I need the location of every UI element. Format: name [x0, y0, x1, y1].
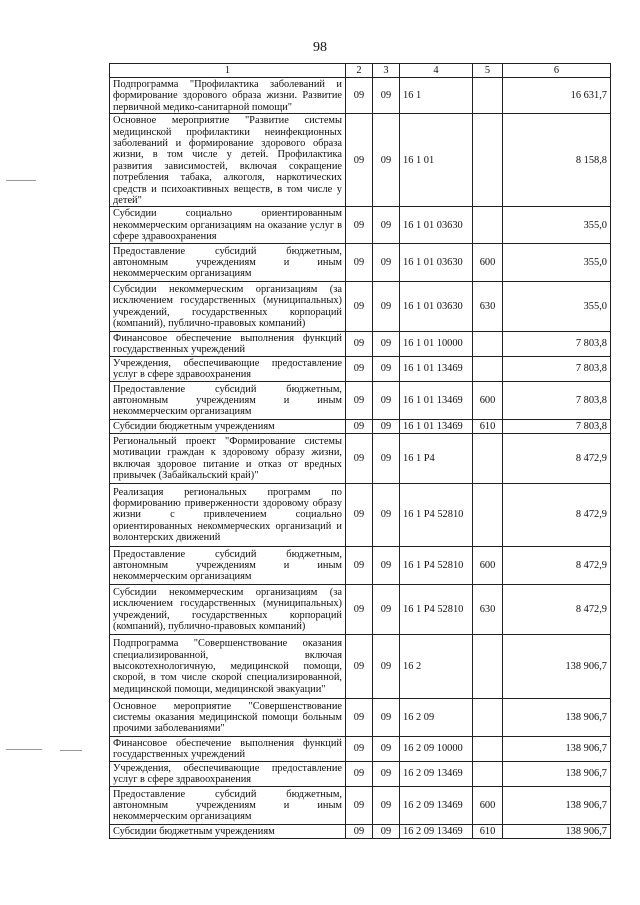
row-subsection-code: 09 [373, 281, 400, 331]
table-row [110, 634, 611, 698]
table-row [110, 114, 611, 207]
table-row [110, 419, 611, 433]
column-header: 2 [346, 64, 373, 78]
row-section-code: 09 [346, 281, 373, 331]
row-subsection-code: 09 [373, 824, 400, 838]
table-header-row [110, 64, 611, 78]
row-target-article-code: 16 1 P4 52810 [400, 483, 473, 546]
column-header: 1 [110, 64, 346, 78]
table-row [110, 281, 611, 331]
column-header: 4 [400, 64, 473, 78]
row-target-article-code: 16 1 01 03630 [400, 281, 473, 331]
row-description: Субсидии некоммерческим организациям (за исключением государственных (муниципальных) учреждений, государственных корпораций (компаний), публично-правовых компаний) [110, 584, 346, 634]
row-subsection-code: 09 [373, 331, 400, 356]
row-expense-type-code [473, 78, 503, 114]
row-subsection-code: 09 [373, 584, 400, 634]
row-subsection-code: 09 [373, 356, 400, 381]
row-section-code: 09 [346, 786, 373, 824]
row-section-code: 09 [346, 483, 373, 546]
row-amount: 7 803,8 [503, 381, 611, 419]
row-subsection-code: 09 [373, 207, 400, 243]
row-section-code: 09 [346, 114, 373, 207]
row-description: Финансовое обеспечение выполнения функций государственных учреждений [110, 736, 346, 761]
row-amount: 8 472,9 [503, 433, 611, 483]
row-section-code: 09 [346, 331, 373, 356]
row-subsection-code: 09 [373, 78, 400, 114]
row-expense-type-code: 600 [473, 546, 503, 584]
row-expense-type-code [473, 698, 503, 736]
row-expense-type-code [473, 331, 503, 356]
row-section-code: 09 [346, 546, 373, 584]
row-description: Основное мероприятие "Совершенствование системы оказания медицинской помощи больным прочими заболеваниями" [110, 698, 346, 736]
row-amount: 138 906,7 [503, 698, 611, 736]
row-subsection-code: 09 [373, 483, 400, 546]
row-section-code: 09 [346, 634, 373, 698]
row-expense-type-code [473, 356, 503, 381]
row-amount: 138 906,7 [503, 736, 611, 761]
row-subsection-code: 09 [373, 243, 400, 281]
row-description: Субсидии бюджетным учреждениям [110, 419, 346, 433]
table-row [110, 584, 611, 634]
row-section-code: 09 [346, 584, 373, 634]
row-target-article-code: 16 2 [400, 634, 473, 698]
row-expense-type-code [473, 114, 503, 207]
row-target-article-code: 16 1 [400, 78, 473, 114]
row-expense-type-code [473, 736, 503, 761]
row-target-article-code: 16 1 01 03630 [400, 243, 473, 281]
row-expense-type-code [473, 483, 503, 546]
row-description: Финансовое обеспечение выполнения функций государственных учреждений [110, 331, 346, 356]
row-target-article-code: 16 1 P4 52810 [400, 546, 473, 584]
column-header: 5 [473, 64, 503, 78]
scan-mark [6, 180, 36, 181]
row-target-article-code: 16 1 01 13469 [400, 419, 473, 433]
row-expense-type-code: 600 [473, 243, 503, 281]
row-description: Предоставление субсидий бюджетным, автономным учреждениям и иным некоммерческим организациям [110, 546, 346, 584]
row-description: Субсидии социально ориентированным некоммерческим организациям на оказание услуг в сфере здравоохранения [110, 207, 346, 243]
row-subsection-code: 09 [373, 634, 400, 698]
table-row [110, 761, 611, 786]
table-row [110, 698, 611, 736]
row-expense-type-code [473, 207, 503, 243]
table-row [110, 381, 611, 419]
scan-mark [6, 749, 42, 750]
row-amount: 355,0 [503, 281, 611, 331]
row-expense-type-code: 610 [473, 419, 503, 433]
row-subsection-code: 09 [373, 698, 400, 736]
row-amount: 138 906,7 [503, 824, 611, 838]
row-target-article-code: 16 2 09 [400, 698, 473, 736]
row-description: Субсидии бюджетным учреждениям [110, 824, 346, 838]
row-section-code: 09 [346, 736, 373, 761]
table-row [110, 786, 611, 824]
row-description: Подпрограмма "Профилактика заболеваний и формирование здорового образа жизни. Развитие первичной медико-санитарной помощи" [110, 78, 346, 114]
table-row [110, 78, 611, 114]
row-subsection-code: 09 [373, 381, 400, 419]
row-section-code: 09 [346, 243, 373, 281]
row-section-code: 09 [346, 381, 373, 419]
row-target-article-code: 16 2 09 10000 [400, 736, 473, 761]
row-amount: 16 631,7 [503, 78, 611, 114]
row-target-article-code: 16 1 01 13469 [400, 381, 473, 419]
table-row [110, 546, 611, 584]
row-description: Предоставление субсидий бюджетным, автономным учреждениям и иным некоммерческим организациям [110, 381, 346, 419]
row-section-code: 09 [346, 433, 373, 483]
table-row [110, 331, 611, 356]
budget-table [109, 63, 611, 839]
row-description: Реализация региональных программ по формированию приверженности здоровому образу жизни с привлечением социально ориентированных некоммерческих организаций и волонтерских движений [110, 483, 346, 546]
column-header: 6 [503, 64, 611, 78]
row-expense-type-code: 610 [473, 824, 503, 838]
row-section-code: 09 [346, 419, 373, 433]
row-subsection-code: 09 [373, 761, 400, 786]
row-target-article-code: 16 1 01 [400, 114, 473, 207]
row-target-article-code: 16 1 P4 52810 [400, 584, 473, 634]
table-row [110, 207, 611, 243]
table-row [110, 483, 611, 546]
row-subsection-code: 09 [373, 114, 400, 207]
row-expense-type-code [473, 433, 503, 483]
row-description: Учреждения, обеспечивающие предоставление услуг в сфере здравоохранения [110, 356, 346, 381]
table-row [110, 736, 611, 761]
row-target-article-code: 16 1 01 03630 [400, 207, 473, 243]
row-expense-type-code [473, 634, 503, 698]
row-subsection-code: 09 [373, 419, 400, 433]
row-section-code: 09 [346, 207, 373, 243]
row-amount: 7 803,8 [503, 419, 611, 433]
row-section-code: 09 [346, 356, 373, 381]
scan-mark [60, 750, 82, 751]
row-description: Предоставление субсидий бюджетным, автономным учреждениям и иным некоммерческим организациям [110, 786, 346, 824]
row-expense-type-code: 630 [473, 584, 503, 634]
row-section-code: 09 [346, 824, 373, 838]
row-subsection-code: 09 [373, 433, 400, 483]
row-amount: 138 906,7 [503, 761, 611, 786]
row-target-article-code: 16 1 01 13469 [400, 356, 473, 381]
row-amount: 355,0 [503, 207, 611, 243]
table-row [110, 356, 611, 381]
row-description: Учреждения, обеспечивающие предоставление услуг в сфере здравоохранения [110, 761, 346, 786]
row-amount: 8 472,9 [503, 546, 611, 584]
page-number: 98 [313, 40, 327, 55]
row-amount: 8 472,9 [503, 483, 611, 546]
row-subsection-code: 09 [373, 786, 400, 824]
row-target-article-code: 16 1 01 10000 [400, 331, 473, 356]
row-section-code: 09 [346, 761, 373, 786]
row-amount: 138 906,7 [503, 634, 611, 698]
row-section-code: 09 [346, 698, 373, 736]
row-description: Предоставление субсидий бюджетным, автономным учреждениям и иным некоммерческим организациям [110, 243, 346, 281]
row-description: Региональный проект "Формирование системы мотивации граждан к здоровому образу жизни, включая здоровое питание и отказ от вредных привычек (Забайкальский край)" [110, 433, 346, 483]
row-subsection-code: 09 [373, 546, 400, 584]
row-amount: 355,0 [503, 243, 611, 281]
row-subsection-code: 09 [373, 736, 400, 761]
table-row [110, 824, 611, 838]
column-header: 3 [373, 64, 400, 78]
row-section-code: 09 [346, 78, 373, 114]
row-description: Подпрограмма "Совершенствование оказания специализированной, включая высокотехнологичную, медицинской помощи, скорой, в том числе скорой специализированной, медицинской помощи, медицинской эвакуации" [110, 634, 346, 698]
table-row [110, 433, 611, 483]
row-target-article-code: 16 1 P4 [400, 433, 473, 483]
row-description: Субсидии некоммерческим организациям (за исключением государственных (муниципальных) учреждений, государственных корпораций (компаний), публично-правовых компаний) [110, 281, 346, 331]
row-expense-type-code: 600 [473, 381, 503, 419]
table-row [110, 243, 611, 281]
row-amount: 138 906,7 [503, 786, 611, 824]
row-amount: 8 158,8 [503, 114, 611, 207]
row-expense-type-code: 630 [473, 281, 503, 331]
row-amount: 8 472,9 [503, 584, 611, 634]
row-amount: 7 803,8 [503, 331, 611, 356]
row-target-article-code: 16 2 09 13469 [400, 761, 473, 786]
row-target-article-code: 16 2 09 13469 [400, 824, 473, 838]
row-amount: 7 803,8 [503, 356, 611, 381]
row-description: Основное мероприятие "Развитие системы медицинской профилактики неинфекционных заболеваний и формирование здорового образа жизни, в том числе у детей. Профилактика развития зависимостей, включая сокращение потребления табака, алкоголя, наркотических средств и психоактивных веществ, в том числе у детей" [110, 114, 346, 207]
row-target-article-code: 16 2 09 13469 [400, 786, 473, 824]
row-expense-type-code [473, 761, 503, 786]
row-expense-type-code: 600 [473, 786, 503, 824]
